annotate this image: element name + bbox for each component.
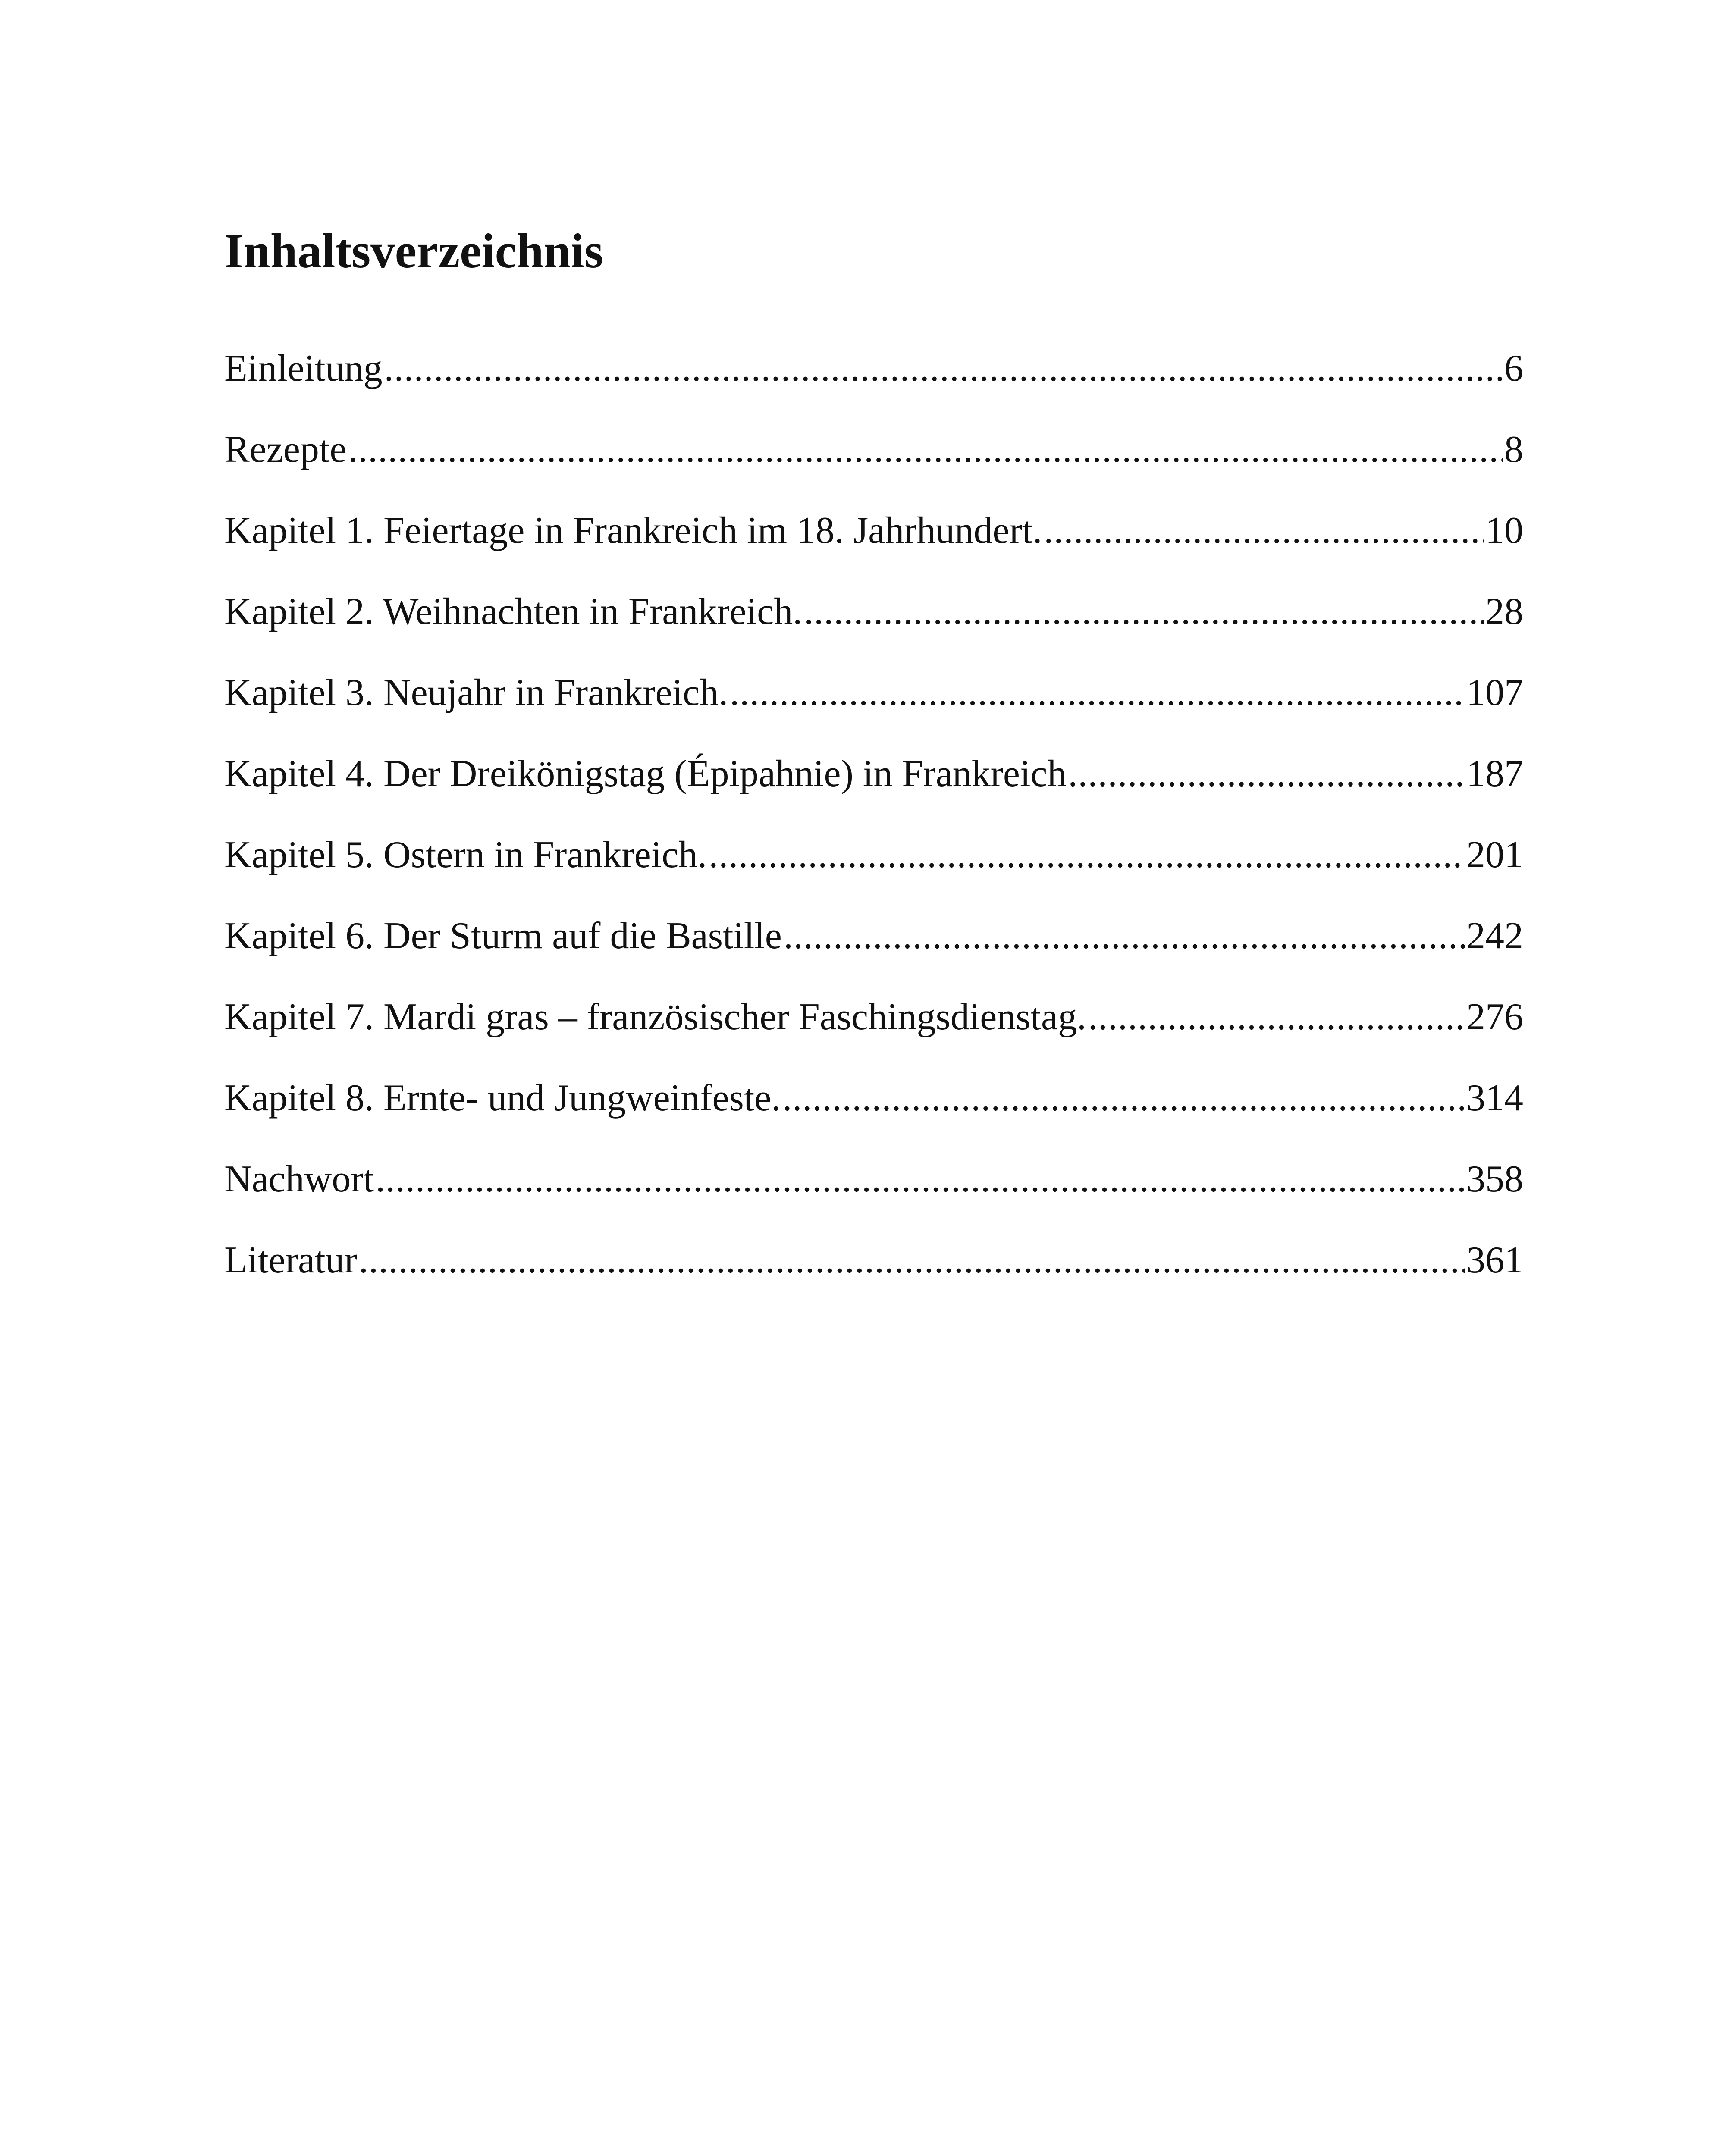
toc-entry-nachwort[interactable]: [224, 1149, 1523, 1230]
toc-entry-kapitel-4[interactable]: [224, 744, 1523, 825]
toc-entry-page-number: 107: [1466, 672, 1523, 714]
toc-entry-page-number: 201: [1466, 834, 1523, 876]
toc-entry-label: Nachwort: [224, 1158, 374, 1200]
dot-leader: [784, 906, 1465, 966]
toc-entry-kapitel-6[interactable]: [224, 906, 1523, 987]
toc-entry-kapitel-5[interactable]: [224, 825, 1523, 906]
toc-entry-label: Kapitel 5. Ostern in Frankreich.: [224, 834, 707, 876]
toc-entry-label: Kapitel 7. Mardi gras – französischer Faschingsdienstag.: [224, 996, 1087, 1038]
toc-entry-page-number: 314: [1466, 1077, 1523, 1119]
toc-entry-literatur[interactable]: [224, 1230, 1523, 1311]
toc-entry-label: Kapitel 3. Neujahr in Frankreich.: [224, 672, 728, 714]
dot-leader: [730, 663, 1465, 723]
toc-entry-label: Kapitel 2. Weihnachten in Frankreich.: [224, 591, 803, 633]
toc-entry-kapitel-3[interactable]: [224, 663, 1523, 744]
toc-entry-page-number: 276: [1466, 996, 1523, 1038]
toc-entry-kapitel-1[interactable]: [224, 501, 1523, 582]
toc-entry-page-number: 361: [1466, 1239, 1523, 1281]
dot-leader: [1068, 744, 1465, 804]
dot-leader: [376, 1149, 1465, 1210]
toc-entry-page-number: 10: [1485, 510, 1523, 552]
toc-entry-kapitel-7[interactable]: [224, 987, 1523, 1068]
toc-entry-label: Kapitel 4. Der Dreikönigstag (Épipahnie) in Frankreich: [224, 753, 1067, 795]
dot-leader: [804, 582, 1484, 642]
toc-entry-page-number: 242: [1466, 915, 1523, 957]
toc-entry-label: Rezepte: [224, 429, 347, 470]
toc-entry-page-number: 358: [1466, 1158, 1523, 1200]
toc-entry-label: Einleitung: [224, 348, 383, 389]
page-title: Inhaltsverzeichnis: [224, 224, 603, 278]
toc-entry-label: Kapitel 8. Ernte- und Jungweinfeste.: [224, 1077, 781, 1119]
table-of-contents: [224, 338, 1523, 1311]
dot-leader: [1088, 987, 1465, 1047]
toc-entry-kapitel-8[interactable]: [224, 1068, 1523, 1149]
toc-entry-page-number: 6: [1504, 348, 1523, 389]
dot-leader: [348, 420, 1503, 480]
toc-entry-kapitel-2[interactable]: [224, 582, 1523, 663]
dot-leader: [1044, 501, 1484, 561]
toc-entry-label: Kapitel 6. Der Sturm auf die Bastille: [224, 915, 782, 957]
toc-entry-page-number: 28: [1485, 591, 1523, 633]
toc-entry-label: Literatur: [224, 1239, 357, 1281]
dot-leader: [782, 1068, 1465, 1128]
dot-leader: [384, 338, 1503, 399]
toc-entry-rezepte[interactable]: [224, 420, 1523, 501]
dot-leader: [709, 825, 1465, 885]
dot-leader: [359, 1230, 1465, 1291]
toc-entry-label: Kapitel 1. Feiertage in Frankreich im 18. Jahrhundert.: [224, 510, 1042, 552]
toc-entry-page-number: 8: [1504, 429, 1523, 470]
toc-entry-einleitung[interactable]: [224, 338, 1523, 420]
toc-entry-page-number: 187: [1466, 753, 1523, 795]
